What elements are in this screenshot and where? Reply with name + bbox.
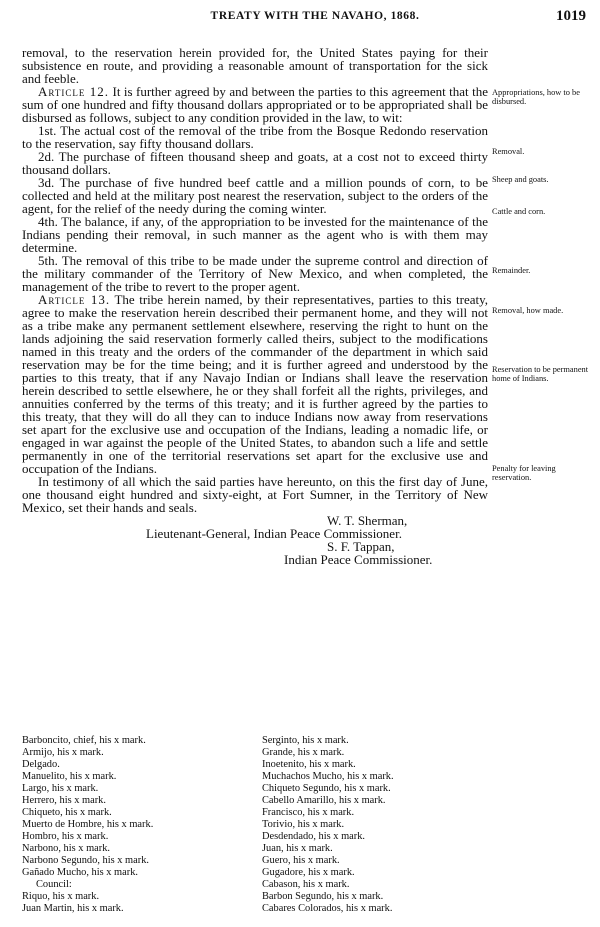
tappan-name: S. F. Tappan, [327,539,395,554]
signer: Delgado. [22,759,60,770]
article-12-label: Article 12. [38,84,110,99]
page-number: 1019 [556,8,586,24]
margin-note-reservation: Reservation to be permanent home of Indians. [492,365,589,383]
signer: Inoetenito, his x mark. [262,759,356,770]
item-3d: 3d. The purchase of five hundred beef cattle and a million pounds of corn, to be collected and held at the military post nearest the reservation, subject to the orders of the agent, for the relief of the needy during the coming winter. [22,175,488,216]
signer: Narbono, his x mark. [22,843,111,854]
signer: Armijo, his x mark. [22,747,104,758]
signer: Cabason, his x mark. [262,879,350,890]
margin-note-sheep: Sheep and goats. [492,175,549,184]
margin-note-remainder: Remainder. [492,266,531,275]
signer: Chiqueto Segundo, his x mark. [262,783,391,794]
margin-note-removal-how: Removal, how made. [492,306,564,315]
article-13 [22,293,488,475]
signers-right-column [262,735,394,915]
signer: Manuelito, his x mark. [22,771,117,782]
margin-note-cattle: Cattle and corn. [492,207,546,216]
signature-tappan [22,540,488,566]
signer: Muerto de Hombre, his x mark. [22,819,154,830]
signer: Serginto, his x mark. [262,735,349,746]
item-4th: 4th. The balance, if any, of the appropriation to be invested for the maintenance of the Indians pending their removal, in such manner as the agent who is with them may determine. [22,214,488,255]
running-header: TREATY WITH THE NAVAHO, 1868. [210,10,420,22]
item-2d: 2d. The purchase of fifteen thousand sheep and goats, at a cost not to exceed thirty thousand dollars. [22,149,488,177]
signer: Herrero, his x mark. [22,795,106,806]
signer: Chiqueto, his x mark. [22,807,112,818]
signer: Guero, his x mark. [262,855,340,866]
signature-sherman [22,514,488,540]
signer: Gañado Mucho, his x mark. [22,867,139,878]
signers-left-column [22,735,153,915]
article-12-text: It is further agreed by and between the parties to this agreement that the sum of one hundred and fifty thousand dollars appropriated or to be appropriated shall be disbursed as follows, subject to any condition provided in the law, to wit: [22,84,488,125]
signer: Barboncito, chief, his x mark. [22,735,146,746]
signer: Francisco, his x mark. [262,807,355,818]
signer: Cabares Colorados, his x mark. [262,903,393,914]
article-12 [22,85,488,124]
item-1st: 1st. The actual cost of the removal of the tribe from the Bosque Redondo reservation to the reservation, say fifty thousand dollars. [22,123,488,151]
treaty-text [22,46,488,566]
signer: Largo, his x mark. [22,783,99,794]
signer: Desdendado, his x mark. [262,831,366,842]
signer: Hombro, his x mark. [22,831,109,842]
signer: Muchachos Mucho, his x mark. [262,771,394,782]
council-heading: Council: [36,879,72,890]
signer: Juan, his x mark. [262,843,333,854]
tappan-title: Indian Peace Commissioner. [284,552,433,567]
signer: Barbon Segundo, his x mark. [262,891,384,902]
margin-note-removal: Removal. [492,147,525,156]
sherman-name: W. T. Sherman, [327,513,408,528]
signer: Cabello Amarillo, his x mark. [262,795,386,806]
testimony-paragraph: In testimony of all which the said parties have hereunto, on this the first day of June, one thousand eight hundred and sixty-eight, at Fort Sumner, in the Territory of New Mexico, set their hands and seals. [22,474,488,515]
signer: Narbono Segundo, his x mark. [22,855,149,866]
margin-note-penalty: Penalty for leaving reservation. [492,464,556,482]
paragraph-removal-continued: removal, to the reservation herein provided for, the United States paying for their subsistence en route, and providing a reasonable amount of transportation for the sick and feeble. [22,45,488,86]
signer: Juan Martin, his x mark. [22,903,124,914]
sherman-title: Lieutenant-General, Indian Peace Commissioner. [146,526,402,541]
signer: Torivio, his x mark. [262,819,345,830]
margin-note-appropriations: Appropriations, how to be disbursed. [492,88,580,106]
item-5th: 5th. The removal of this tribe to be made under the supreme control and direction of the military commander of the Territory of New Mexico, and when completed, the management of the tribe to revert to the proper agent. [22,253,488,294]
signer: Grande, his x mark. [262,747,345,758]
article-13-text: The tribe herein named, by their representatives, parties to this treaty, agree to make the reservation herein described their permanent home, and they will not as a tribe make any permanent settlement elsewhere, reserving the right to hunt on the lands adjoining the said reservation formerly called theirs, subject to the modifications named in this treaty and the orders of the commander of the department in which said reservation may be for the time being; and it is further agreed and understood by the parties to this treaty, that if any Navajo Indian or Indians shall leave the reservation herein described to settle elsewhere, he or they shall forfeit all the rights, privileges, and annuities conferred by the terms of this treaty; and it is further agreed by the parties to this treaty, that they will do all they can to induce Indians now away from reservations set apart for the exclusive use and occupation of the Indians, leading a nomadic life, or engaged in war against the people of the United States, to abandon such a life and settle permanently in one of the territorial reservations set apart for the exclusive use and occupation of the Indians. [22,292,489,476]
signer: Riquo, his x mark. [22,891,100,902]
article-13-label: Article 13. [38,292,111,307]
signer: Gugadore, his x mark. [262,867,355,878]
